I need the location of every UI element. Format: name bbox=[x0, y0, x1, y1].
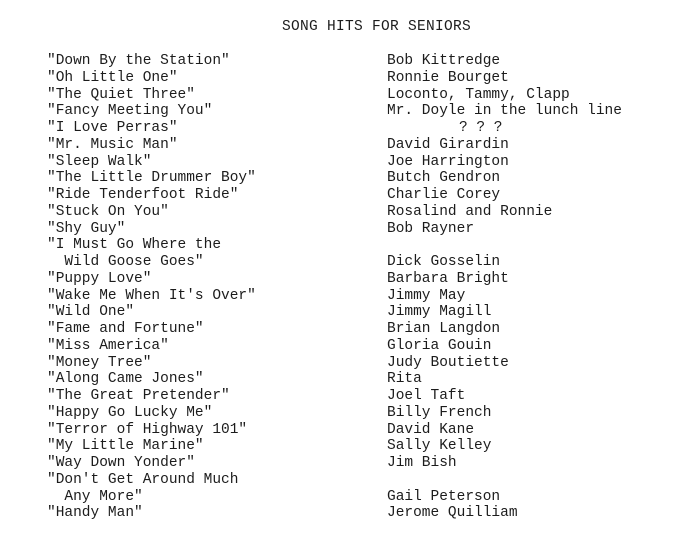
dedicatee: Mr. Doyle in the lunch line bbox=[387, 103, 622, 120]
dedicatee: David Kane bbox=[387, 421, 475, 438]
dedicatee: Sally Kelley bbox=[387, 438, 492, 455]
song-title: "Don't Get Around Much bbox=[47, 471, 239, 488]
song-title: Wild Goose Goes" bbox=[47, 254, 204, 270]
list-item bbox=[47, 187, 672, 204]
dedicatee: Judy Boutiette bbox=[387, 354, 509, 371]
dedicatee: Jim Bish bbox=[387, 455, 457, 471]
dedicatee: Jimmy Magill bbox=[387, 304, 492, 321]
song-title: "Ride Tenderfoot Ride" bbox=[47, 187, 239, 203]
song-title: "Way Down Yonder" bbox=[47, 455, 195, 471]
list-item bbox=[47, 338, 672, 355]
list-item bbox=[47, 70, 672, 87]
song-title: "Wake Me When It's Over" bbox=[47, 287, 256, 304]
song-title: "Money Tree" bbox=[47, 354, 152, 371]
dedicatee: Barbara Bright bbox=[387, 270, 509, 287]
dedicatee: Butch Gendron bbox=[387, 170, 501, 187]
song-title: "The Little Drummer Boy" bbox=[47, 170, 256, 187]
song-title: "I Love Perras" bbox=[47, 120, 178, 136]
dedicatee bbox=[387, 472, 672, 489]
dedicatee: Brian Langdon bbox=[387, 321, 501, 337]
list-item bbox=[47, 204, 672, 221]
dedicatee bbox=[387, 237, 672, 254]
list-item bbox=[47, 103, 672, 120]
list-item bbox=[47, 438, 672, 455]
dedicatee: David Girardin bbox=[387, 136, 509, 153]
song-title: "Shy Guy" bbox=[47, 220, 126, 237]
list-item bbox=[47, 271, 672, 288]
dedicatee: Charlie Corey bbox=[387, 187, 501, 203]
song-title: "Mr. Music Man" bbox=[47, 136, 178, 153]
list-item bbox=[47, 422, 672, 439]
dedicatee: ? ? ? bbox=[459, 120, 503, 136]
song-title: "Handy Man" bbox=[47, 505, 143, 522]
song-title: "Stuck On You" bbox=[47, 203, 169, 220]
list-item bbox=[47, 355, 672, 372]
dedicatee: Joel Taft bbox=[387, 388, 466, 404]
dedicatee: Rosalind and Ronnie bbox=[387, 203, 553, 220]
song-title: "The Great Pretender" bbox=[47, 388, 230, 404]
song-title: "Puppy Love" bbox=[47, 270, 152, 287]
dedicatee: Jimmy May bbox=[387, 287, 466, 304]
list-item bbox=[47, 87, 672, 104]
song-title: "Down By the Station" bbox=[47, 53, 230, 69]
list-item bbox=[47, 137, 672, 154]
list-item bbox=[47, 288, 672, 305]
list-item bbox=[47, 170, 672, 187]
list-item bbox=[47, 120, 672, 137]
dedicatee: Billy French bbox=[387, 404, 492, 421]
song-title: "Sleep Walk" bbox=[47, 153, 152, 170]
dedicatee: Loconto, Tammy, Clapp bbox=[387, 86, 570, 103]
song-title: "Terror of Highway 101" bbox=[47, 421, 248, 438]
list-item bbox=[47, 388, 672, 405]
list-item bbox=[47, 304, 672, 321]
list-item bbox=[47, 472, 672, 489]
list-item bbox=[47, 53, 672, 70]
list-item bbox=[47, 254, 672, 271]
song-title: "The Quiet Three" bbox=[47, 86, 195, 103]
list-item bbox=[47, 221, 672, 238]
song-title: "Happy Go Lucky Me" bbox=[47, 404, 213, 421]
dedicatee: Gail Peterson bbox=[387, 488, 501, 505]
dedicatee: Gloria Gouin bbox=[387, 337, 492, 354]
song-title: "Oh Little One" bbox=[47, 69, 178, 86]
list-item bbox=[47, 489, 672, 506]
dedicatee: Rita bbox=[387, 371, 422, 388]
dedicatee: Bob Rayner bbox=[387, 220, 475, 237]
list-item bbox=[47, 321, 672, 338]
song-title: "My Little Marine" bbox=[47, 438, 204, 455]
list-item bbox=[47, 371, 672, 388]
dedicatee: Joe Harrington bbox=[387, 153, 509, 170]
song-title: Any More" bbox=[47, 488, 143, 505]
song-title: "Miss America" bbox=[47, 337, 169, 354]
song-title: "I Must Go Where the bbox=[47, 237, 222, 254]
song-title: "Along Came Jones" bbox=[47, 371, 204, 388]
list-item bbox=[47, 237, 672, 254]
list-item bbox=[47, 405, 672, 422]
song-title: "Fame and Fortune" bbox=[47, 321, 204, 337]
dedicatee: Ronnie Bourget bbox=[387, 69, 509, 86]
song-title: "Fancy Meeting You" bbox=[47, 103, 213, 120]
list-item bbox=[47, 505, 672, 522]
dedicatee: Jerome Quilliam bbox=[387, 505, 518, 522]
dedicatee: Bob Kittredge bbox=[387, 53, 501, 69]
song-dedication-list bbox=[47, 53, 672, 522]
page-title: SONG HITS FOR SENIORS bbox=[281, 19, 472, 35]
song-title: "Wild One" bbox=[47, 304, 135, 321]
list-item bbox=[47, 455, 672, 472]
list-item bbox=[47, 154, 672, 171]
dedicatee: Dick Gosselin bbox=[387, 254, 501, 270]
